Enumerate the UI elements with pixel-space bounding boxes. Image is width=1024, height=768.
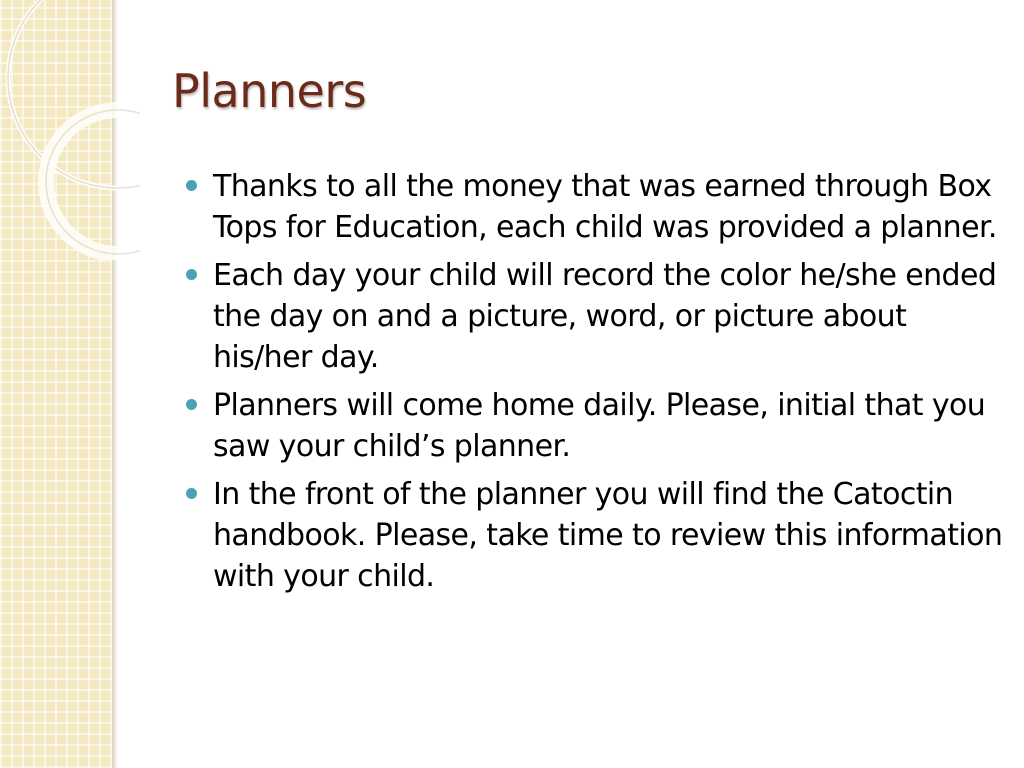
slide-title: Planners — [172, 64, 367, 118]
round-bullet-icon — [186, 269, 197, 280]
bullet-text: In the front of the planner you will find the Catoctin handbook. Please, take time to review this information with your child. — [213, 477, 1003, 594]
decorative-rings-icon — [0, 0, 140, 260]
bullet-text: Planners will come home daily. Please, initial that you saw your child’s planner. — [213, 388, 986, 464]
bullet-item — [186, 385, 1006, 467]
bullet-item — [186, 255, 1006, 378]
bullet-item — [186, 474, 1006, 597]
bullet-item — [186, 166, 1006, 248]
bullet-text: Thanks to all the money that was earned through Box Tops for Education, each child was provided a planner. — [213, 169, 997, 245]
round-bullet-icon — [186, 488, 197, 499]
round-bullet-icon — [186, 399, 197, 410]
round-bullet-icon — [186, 180, 197, 191]
bullet-text: Each day your child will record the color he/she ended the day on and a picture, word, or picture about his/her day. — [213, 258, 997, 375]
bullet-list — [186, 166, 1006, 604]
